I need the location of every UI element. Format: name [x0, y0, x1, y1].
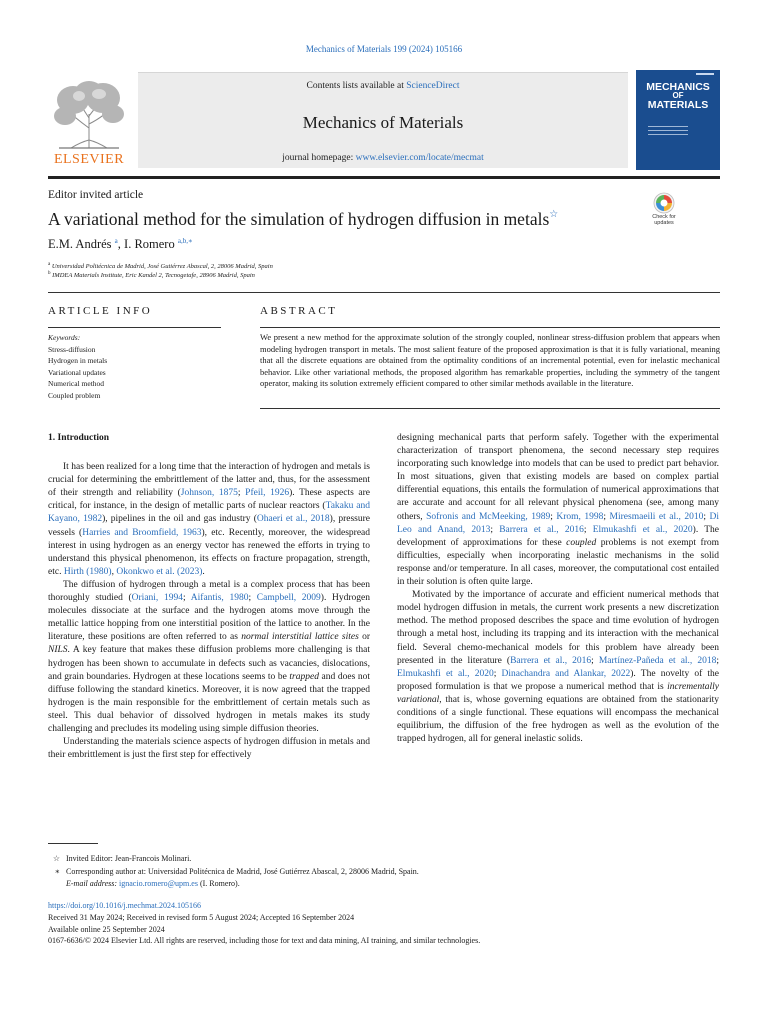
keywords-block	[48, 332, 221, 402]
citation-link[interactable]: Hirth (1980)	[63, 566, 112, 577]
article-title-text: A variational method for the simulation of hydrogen diffusion in metals	[48, 209, 550, 229]
abstract-heading: ABSTRACT	[260, 305, 338, 317]
keyword: Numerical method	[48, 379, 105, 389]
cover-title-line-3: MATERIALS	[647, 99, 709, 111]
citation-link[interactable]: Krom, 1998	[556, 511, 604, 522]
email-line	[48, 878, 720, 891]
abstract-text: We present a new method for the approximate solution of the strongly coupled, nonlinear stress-diffusion problem that appears when modeling hydrogen transport in metals. The most salient feature of the proposed approximation is that it is fully variational, meaning that all the discrete equations are obtained from the optimality conditions of an incremental potential, even for inelastic mechanical behavior. Like other variational methods, the proposed algorithm has remarkable properties, including the symmetry of the tangent operator, making its solution extremely efficient compared to other similar methods available in the literature.	[260, 332, 720, 389]
keyword: Stress-diffusion	[48, 344, 96, 354]
cover-top-strip	[640, 73, 716, 77]
contents-availability	[138, 81, 628, 91]
body-column-right	[397, 432, 719, 746]
elsevier-logo[interactable]	[48, 70, 130, 170]
author-name[interactable]: E.M. Andrés	[48, 237, 112, 252]
citation-link[interactable]: Martínez-Pañeda et al., 2018	[598, 655, 717, 666]
header-divider	[48, 292, 720, 293]
journal-masthead	[48, 70, 720, 173]
affiliation-text: IMDEA Materials Institute, Eric Kandel 2, Tecnogetafe, 28906 Madrid, Spain	[52, 272, 255, 280]
body-paragraph: Motivated by the importance of accurate and efficient numerical methods that model hydrogen diffusion in metals, the current work presents a new discretization method. The method proposed describes the space and time evolution of hydrogen through a metal host, including its trapping and its interaction with the mechanical field. Several chemo-mechanical models for this problem have already been presented in the literature (Barrera et al., 2016; Martínez-Pañeda et al., 2018; Elmukashfi et al., 2020; Dinachandra and Alankar, 2022). The novelty of the proposed formulation is that we propose a numerical method that is incrementally variational, that is, whose governing equations are obtained from the stationarity conditions of a single functional. These equations will encompass the mechanical equilibrium, the diffusion of the free hydrogen as well as the evolution of the trapped hydrogen, all for general inelastic solids.	[397, 590, 720, 745]
author-list	[48, 237, 193, 252]
citation-link[interactable]: Dinachandra and Alankar, 2022	[501, 668, 631, 679]
citation-link[interactable]: Barrera et al., 2016	[510, 655, 592, 666]
cover-title-line-1: MECHANICS	[646, 81, 710, 93]
citation-link[interactable]: Elmukashfi et al., 2020	[397, 668, 494, 679]
citation-link[interactable]: Aifantis, 1980	[190, 593, 249, 604]
email-suffix: (I. Romero).	[197, 879, 240, 888]
homepage-prefix: journal homepage:	[282, 153, 356, 163]
body-column-left	[48, 432, 370, 762]
publication-info	[48, 900, 720, 947]
elsevier-tree-icon	[51, 78, 127, 150]
title-footnote-mark[interactable]: ☆	[549, 209, 559, 220]
citation-link[interactable]: Takaku and Kayano, 1982	[48, 501, 370, 525]
citation-link[interactable]: Harries and Broomfield, 1963	[82, 527, 202, 538]
article-info-rule	[48, 327, 221, 328]
citation-link[interactable]: Sofronis and McMeeking, 1989	[426, 511, 551, 522]
article-type: Editor invited article	[48, 189, 144, 201]
section-heading: 1. Introduction	[48, 433, 110, 443]
footnote-symbol: ∗	[54, 866, 60, 876]
body-paragraph: designing mechanical parts that perform safely. Together with the experimental characterization of transport phenomena, the second necessary step requires incorporating such knowledge into models that can be used to predict part behavior. In most situations, given that existing models are based on complex partial differential equations, this entails the formulation of numerical approximations that are accurate and account for all relevant physical phenomena (see, among many others, Sofronis and McMeeking, 1989; Krom, 1998; Miresmaeili et al., 2010; Di Leo and Anand, 2013; Barrera et al., 2016; Elmukashfi et al., 2020). The development of approximations for these coupled problems is not exempt from difficulties, especially when incorporating inelastic mechanisms in the solid response and/or temperature. In all cases, moreover, the computational cost entailed in their solution is often quite large.	[397, 433, 720, 588]
citation-link[interactable]: Pfeil, 1926	[245, 488, 290, 499]
footnote-text: Corresponding author at: Universidad Politécnica de Madrid, José Gutiérrez Abascal, 2, 28006 Madrid, Spain.	[66, 866, 419, 876]
contents-prefix: Contents lists available at	[306, 81, 407, 91]
citation-link[interactable]: Di Leo and Anand, 2013	[397, 511, 719, 535]
citation-link[interactable]: Campbell, 2009	[256, 593, 321, 604]
masthead-rule	[48, 176, 720, 179]
check-for-updates-badge[interactable]	[646, 192, 682, 230]
abstract-bottom-rule	[260, 408, 720, 409]
cover-title-line-2: OF	[672, 91, 684, 100]
article-title	[48, 209, 558, 230]
journal-title[interactable]: Mechanics of Materials	[302, 113, 464, 132]
cover-fine-print	[648, 126, 688, 138]
homepage-link[interactable]: www.elsevier.com/locate/mecmat	[355, 153, 484, 163]
footnotes	[48, 853, 720, 891]
email-label: E-mail address:	[66, 879, 118, 888]
article-info-heading: ARTICLE INFO	[48, 305, 153, 317]
citation-link[interactable]: Miresmaeili et al., 2010	[609, 511, 704, 522]
affiliation-label: b	[48, 271, 51, 276]
body-paragraph: Understanding the materials science aspects of hydrogen diffusion in metals and their embrittlement is just the first step for effectively	[48, 737, 370, 761]
footnote	[48, 853, 720, 866]
keyword: Coupled problem	[48, 390, 101, 400]
citation-link[interactable]: Johnson, 1875	[180, 488, 238, 499]
doi-link[interactable]: https://doi.org/10.1016/j.mechmat.2024.105166	[48, 901, 201, 910]
copyright-line: 0167-6636/© 2024 Elsevier Ltd. All rights are reserved, including those for text and data mining, AI training, and similar technologies.	[48, 936, 481, 946]
publisher-name: ELSEVIER	[53, 152, 125, 167]
journal-cover-thumbnail[interactable]	[636, 70, 720, 170]
body-paragraph: The diffusion of hydrogen through a metal is a complex process that has been thoroughly studied (Oriani, 1994; Aifantis, 1980; Campbell, 2009). Hydrogen molecules dissociate at the surface and the hydrogen atoms move through the metallic lattice hopping from one interstitial position of the lattice to another. In the literature, these positions are often referred to as normal interstitial lattice sites or NILS. A key feature that makes these diffusion problems more challenging is that hydrogen has been shown to accumulate in defects such as vacancies, dislocations, and grain boundaries. Hydrogen at these locations seems to be trapped and does not diffuse following the standard kinetics. Moreover, it is now agreed that the trapped hydrogen is the main responsible for the embrittlement of certain metals such as steel. This dual behavior of dissolved hydrogen in metals makes its study challenging and precludes its modeling using simple diffusion theories.	[48, 579, 370, 734]
body-paragraph: It has been realized for a long time that the interaction of hydrogen and metals is crucial for determining the embrittlement of the latter and, thus, for the assessment of their strength and reliability (Johnson, 1875; Pfeil, 1926). These aspects are critical, for instance, in the design of metallic parts of nuclear reactors (Takaku and Kayano, 1982), pipelines in the oil and gas industry (Ohaeri et al., 2018), pressure vessels (Harries and Broomfield, 1963), etc. Recently, moreover, the widespread interest in using hydrogen as an energy vector has renewed the efforts in trying to understand this physical phenomenon, its effects on fracture propagation, strength, etc. Hirth (1980), Okonkwo et al. (2023).	[48, 462, 371, 577]
online-date: Available online 25 September 2024	[48, 924, 165, 934]
keywords-title: Keywords:	[48, 333, 81, 342]
affiliation-mark[interactable]: a	[114, 237, 118, 245]
email-link[interactable]: ignacio.romero@upm.es	[119, 879, 198, 888]
affiliation-a	[48, 262, 273, 270]
citation-link[interactable]: Ohaeri et al., 2018	[256, 514, 330, 525]
citation-link[interactable]: Okonkwo et al. (2023)	[116, 566, 203, 577]
journal-homepage	[138, 153, 628, 163]
citation-link[interactable]: Elmukashfi et al., 2020	[592, 524, 693, 535]
footnote	[48, 866, 720, 879]
check-updates-icon	[646, 192, 682, 214]
affiliation-b	[48, 271, 255, 279]
journal-citation[interactable]: Mechanics of Materials 199 (2024) 105166	[305, 44, 463, 54]
check-updates-label: Check for updates	[652, 214, 676, 226]
received-dates: Received 31 May 2024; Received in revised form 5 August 2024; Accepted 16 September 2024	[48, 912, 355, 922]
cover-title	[639, 82, 717, 110]
footnote-rule	[48, 843, 98, 844]
citation-link[interactable]: Oriani, 1994	[131, 593, 183, 604]
footnote-text: Invited Editor: Jean-Francois Molinari.	[66, 854, 192, 863]
abstract-rule	[260, 327, 720, 328]
sciencedirect-link[interactable]: ScienceDirect	[406, 81, 460, 91]
author-name[interactable]: , I. Romero	[117, 237, 175, 252]
affiliation-mark[interactable]: a,b,∗	[177, 237, 193, 245]
journal-header-band	[138, 72, 628, 168]
affiliation-text: Universidad Politécnica de Madrid, José Gutiérrez Abascal, 2, 28006 Madrid, Spain	[51, 263, 273, 271]
keyword: Variational updates	[48, 367, 106, 377]
footnote-symbol: ☆	[52, 854, 60, 863]
affiliation-label: a	[48, 262, 51, 267]
keyword: Hydrogen in metals	[48, 356, 108, 366]
citation-link[interactable]: Barrera et al., 2016	[499, 524, 584, 535]
